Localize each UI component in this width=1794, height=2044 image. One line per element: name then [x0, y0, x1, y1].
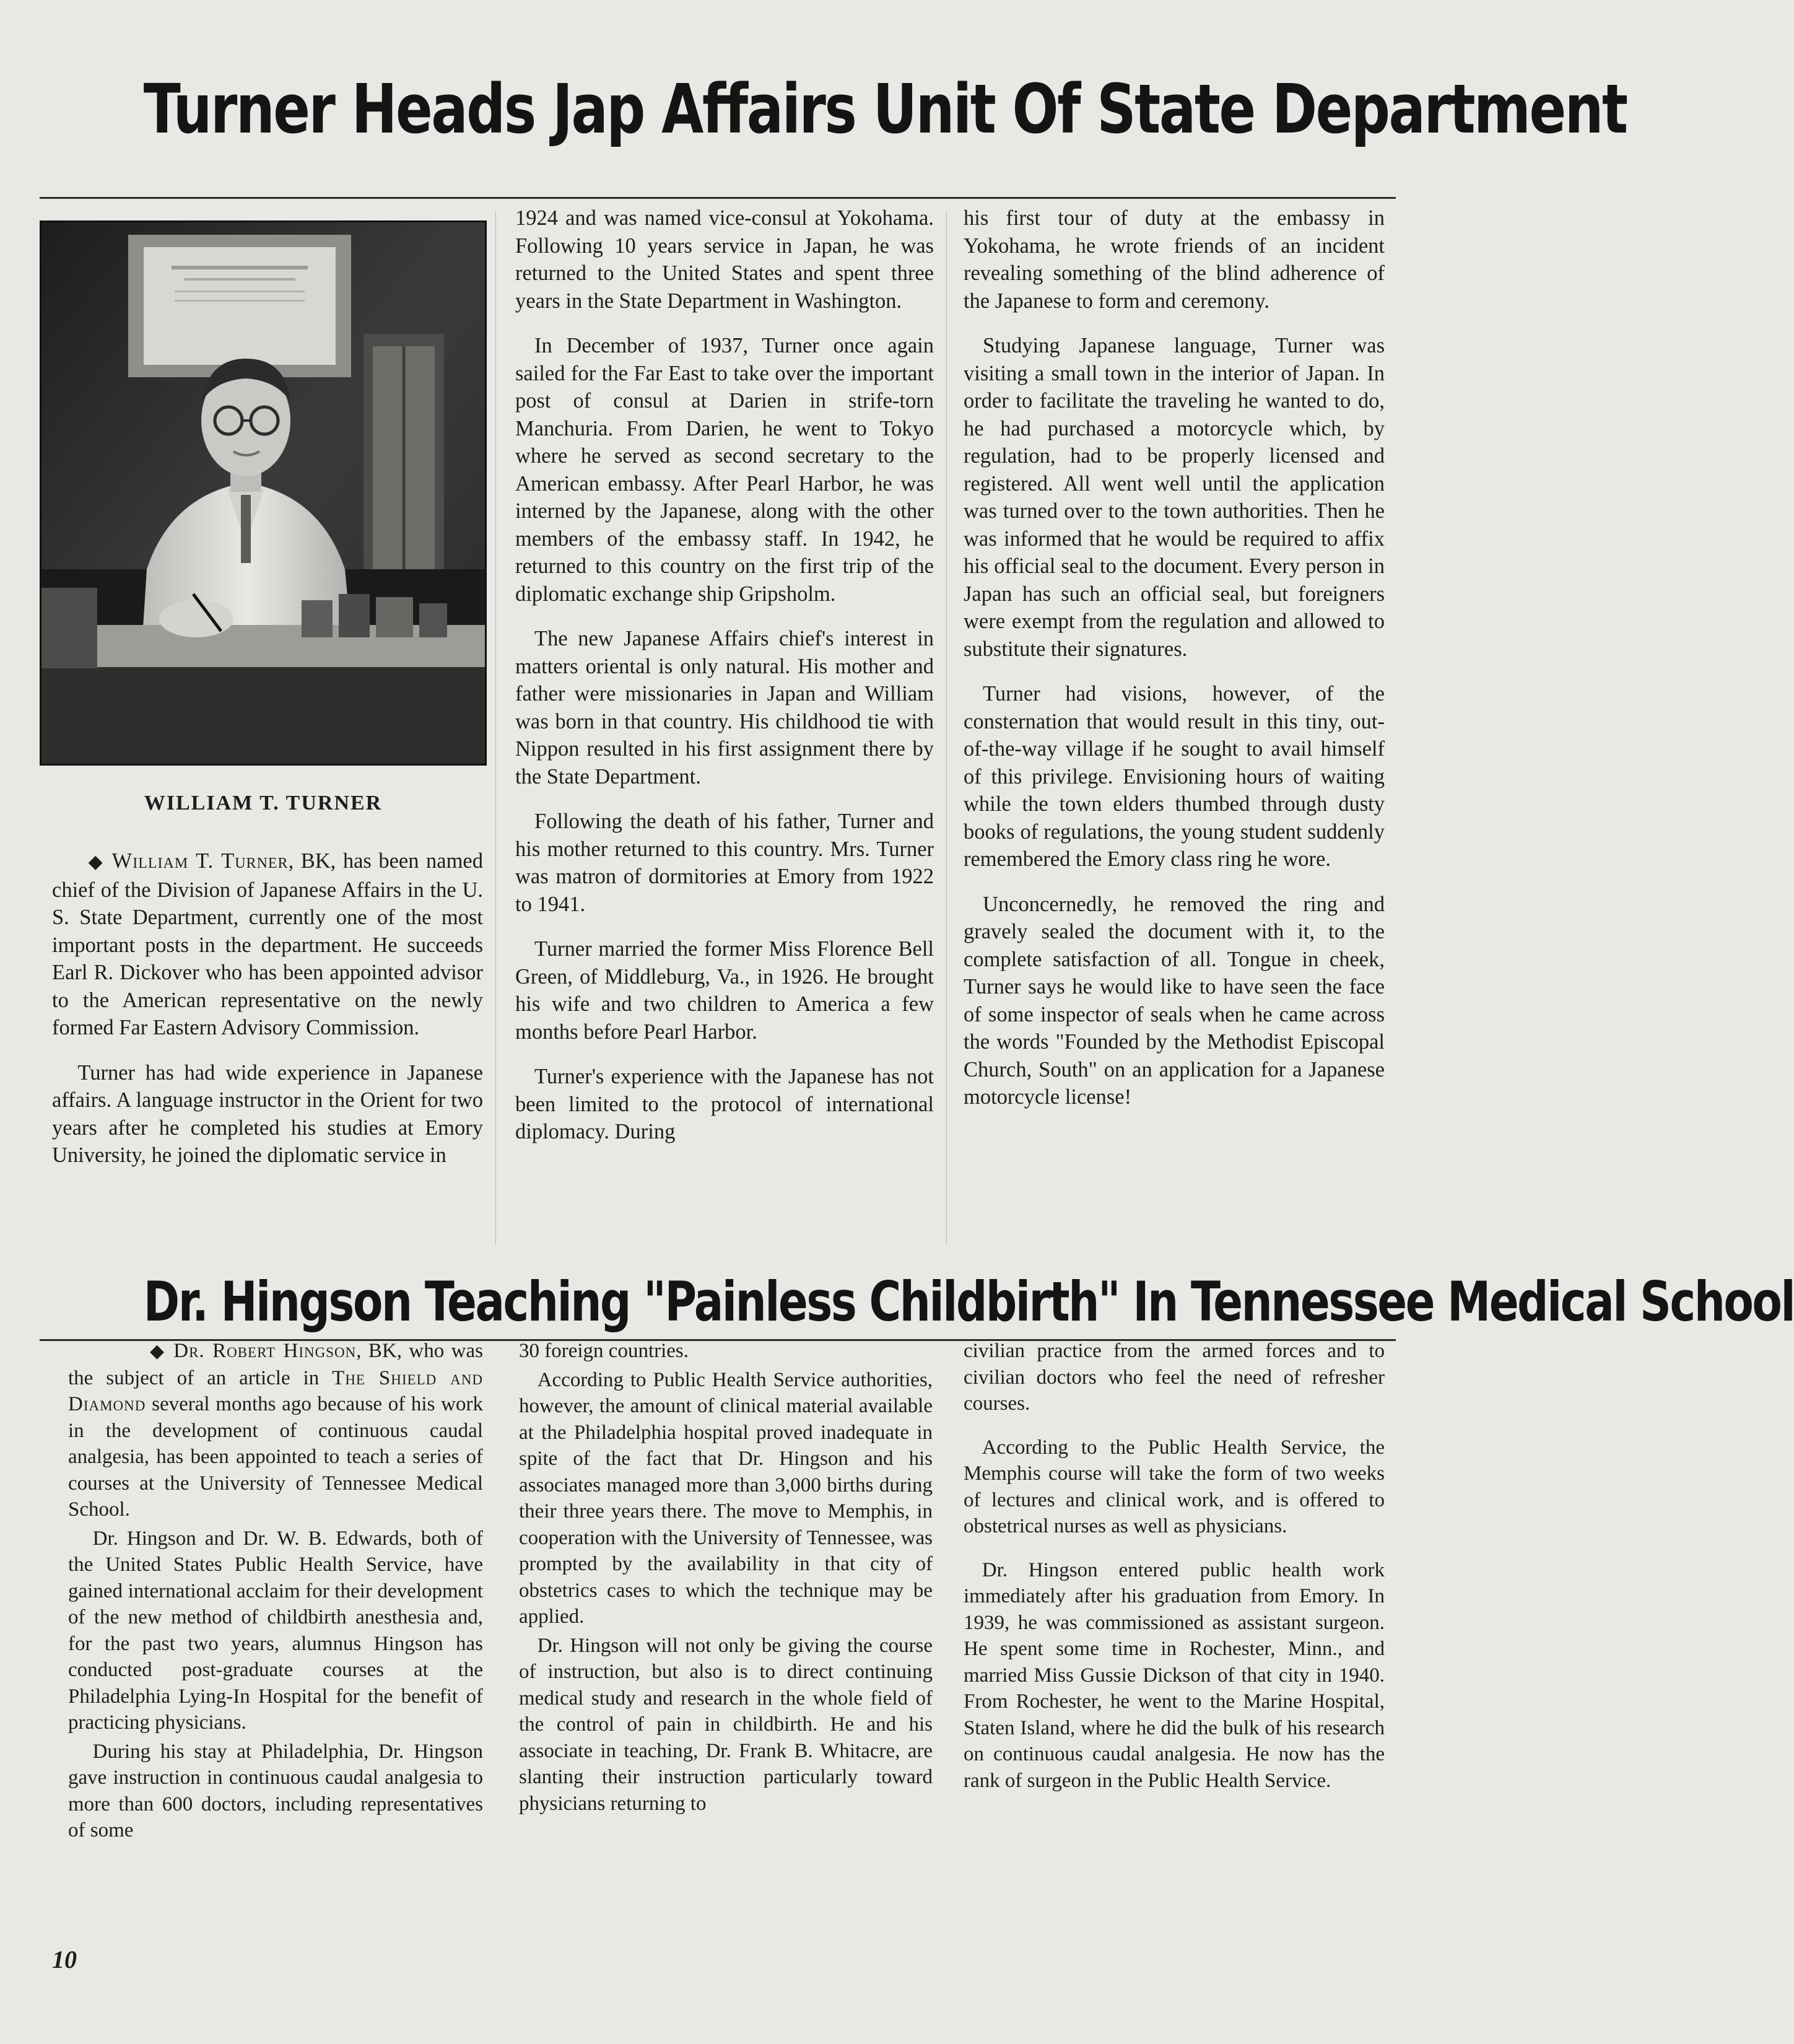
diamond-bullet-icon: ◆	[150, 1341, 167, 1361]
article2-paragraph: According to the Public Health Service, the Memphis course will take the form of two weeks of lectures and clinical work, and is offered to obstetrical nurses as well as physicians.	[964, 1436, 1385, 1537]
article1-paragraph: Turner had visions, however, of the consternation that would result in this tiny, out-of-the-way village if he sought to avail himself of this privilege. Envisioning hours of waiting while the town elders thumbed through dusty books of regulations, the young student suddenly remembered the Emory class ring he wore.	[964, 682, 1385, 871]
article1-column-2	[515, 204, 934, 1163]
article1-column-1	[52, 847, 483, 1187]
lead-text: , BK, has been named chief of the Division of Japanese Affairs in the U. S. State Department, currently one of the most important posts in the department. He succeeds Earl R. Dickover who has been appointed advisor to the American representative on the newly formed Far Eastern Advisory Commission.	[52, 849, 483, 1039]
article2-paragraph: Dr. Hingson entered public health work immediately after his graduation from Emory. In 1939, he was commissioned as assistant surgeon. He spent some time in Rochester, Minn., and married Miss Gussie Dickson of that city in 1940. From Rochester, he went to the Marine Hospital, Staten Island, where he did the bulk of his research on continuous caudal analgesia. He now has the rank of surgeon in the Public Health Service.	[964, 1558, 1385, 1792]
magazine-title: The Shield and Diamond	[68, 1366, 484, 1415]
portrait-photo	[40, 221, 487, 766]
lead-text: , BK, who was the subject of an article in	[68, 1340, 483, 1389]
article2-paragraph: According to Public Health Service authorities, however, the amount of clinical material available at the Philadelphia hospital proved inadequate in spite of the fact that Dr. Hingson and his associates managed more than 3,000 births during their three years there. The move to Memphis, in cooperation with the University of Tennessee, was prompted by the availability in that city of obstetrics cases to which the technique may be applied.	[519, 1368, 933, 1628]
article1-column-3	[964, 204, 1385, 1129]
article2-paragraph: During his stay at Philadelphia, Dr. Hingson gave instruction in continuous caudal analgesia to more than 600 doctors, including representatives of some	[68, 1740, 483, 1841]
article-headline: Dr. Hingson Teaching "Painless Childbirth" In Tennessee Medical School	[143, 1270, 1794, 1334]
article1-paragraph: Turner's experience with the Japanese has not been limited to the protocol of international diplomacy. During	[515, 1065, 934, 1143]
page-number: 10	[52, 1946, 77, 1973]
article1-paragraph: Turner has had wide experience in Japanese affairs. A language instructor in the Orient for two years after he completed his studies at Emory University, he joined the diplomatic service in	[52, 1060, 483, 1167]
article2-lead-paragraph	[68, 1338, 483, 1523]
article1-paragraph: Following the death of his father, Turner and his mother returned to this country. Mrs. Turner was matron of dormitories at Emory from 1922 to 1941.	[515, 810, 934, 916]
photo-caption: WILLIAM T. TURNER	[144, 792, 383, 815]
article1-paragraph: Studying Japanese language, Turner was visiting a small town in the interior of Japan. In order to facilitate the traveling he wanted to do, he had purchased a motorcycle which, by regulation, had to be properly licensed and registered. All went well until the application was turned over to the town authorities. Then he was informed that he would be required to affix his official seal to the document. Every person in Japan has such an official seal, but foreigners were exempt from the regulation and allowed to substitute their signatures.	[964, 334, 1385, 661]
headline-rule	[40, 197, 1396, 199]
article2-paragraph: Dr. Hingson and Dr. W. B. Edwards, both of the United States Public Health Service, have gained international acclaim for their development of the new method of childbirth anesthesia and, for the past two years, alumnus Hingson has conducted post-graduate courses at the Philadelphia Lying-In Hospital for the benefit of practicing physicians.	[68, 1527, 483, 1734]
article2-paragraph: 30 foreign countries.	[519, 1340, 689, 1362]
article2-paragraph: civilian practice from the armed forces and to civilian doctors who feel the need of refresher courses.	[964, 1340, 1385, 1415]
lead-name: William T. Turner	[111, 849, 289, 873]
lead-name: Dr. Robert Hingson	[173, 1340, 357, 1362]
lead-text: several months ago because of his work in the development of continuous caudal analgesia, has been appointed to teach a series of courses at the University of Tennessee Medical School.	[68, 1393, 483, 1521]
column-separator	[946, 211, 947, 1245]
article2-column-2	[519, 1338, 933, 1819]
article1-paragraph: 1924 and was named vice-consul at Yokohama. Following 10 years service in Japan, he was returned to the United States and spent three years in the State Department in Washington.	[515, 206, 934, 313]
article1-paragraph: The new Japanese Affairs chief's interest in matters oriental is only natural. His mother and father were missionaries in Japan and William was born in that country. His childhood tie with Nippon resulted in his first assignment there by the State Department.	[515, 627, 934, 788]
article1-lead-paragraph	[52, 847, 483, 1042]
article-headline: Turner Heads Jap Affairs Unit Of State Department	[143, 69, 1627, 149]
article1-paragraph: his first tour of duty at the embassy in Yokohama, he wrote friends of an incident revealing something of the blind adherence of the Japanese to form and ceremony.	[964, 206, 1385, 313]
article1-paragraph: In December of 1937, Turner once again sailed for the Far East to take over the important post of consul at Darien in strife-torn Manchuria. From Darien, he went to Tokyo where he served as second secretary to the American embassy. After Pearl Harbor, he was interned by the Japanese, along with the other members of the embassy staff. In 1942, he returned to this country on the first trip of the diplomatic exchange ship Gripsholm.	[515, 334, 934, 606]
article1-paragraph: Unconcernedly, he removed the ring and gravely sealed the document with it, to the complete satisfaction of all. Tongue in cheek, Turner says he would like to have seen the face of some inspector of seals when he came across the words "Founded by the Methodist Episcopal Church, South" on an application for a Japanese motorcycle license!	[964, 892, 1385, 1109]
column-separator	[495, 211, 496, 1245]
article2-paragraph: Dr. Hingson will not only be giving the course of instruction, but also is to direct continuing medical study and research in the whole field of the control of pain in childbirth. He and his associate in teaching, Dr. Frank B. Whitacre, are slanting their instruction particularly toward physicians returning to	[519, 1634, 933, 1815]
diamond-bullet-icon: ◆	[88, 852, 105, 872]
article2-column-3	[964, 1338, 1385, 1811]
article2-column-1	[68, 1338, 483, 1846]
article1-paragraph: Turner married the former Miss Florence Bell Green, of Middleburg, Va., in 1926. He brought his wife and two children to America a few months before Pearl Harbor.	[515, 937, 934, 1044]
